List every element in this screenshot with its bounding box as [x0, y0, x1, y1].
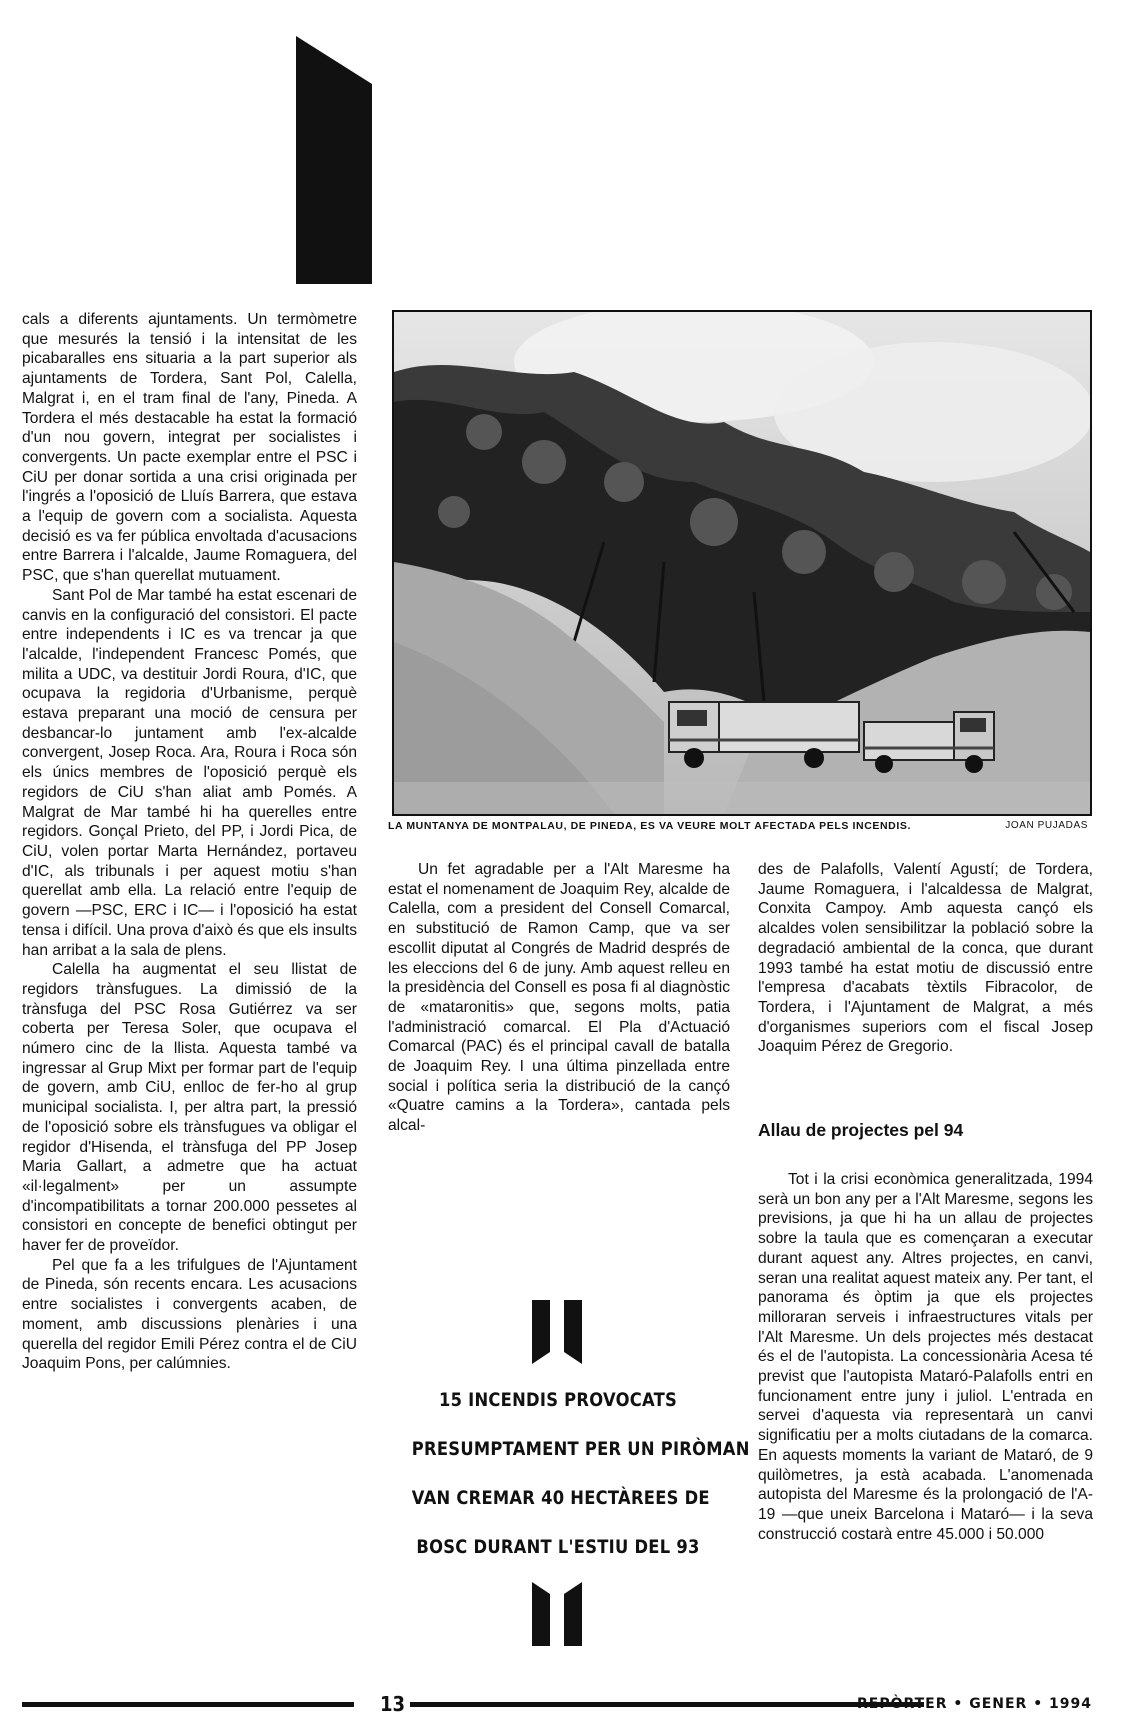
- body-paragraph: cals a diferents ajuntaments. Un termòmetre que mesurés la tensió i la intensitat de les picabaralles ens situaria a la part superior als ajuntaments de Tordera, Sant Pol, Calella, Malgrat i, en el tram final de l'any, Pineda. A Tordera el més destacable ha estat la formació d'un nou govern, integrat per socialistes i convergents. Un pacte exemplar entre el PSC i CiU per donar sortida a una crisi originada per l'ingrés a l'oposició de Lluís Barrera, que estava a l'equip de govern com a socialista. Aquesta decisió es va fer pública envoltada d'acusacions entre Barrera i l'alcalde, Jaume Romaguera, del PSC, que s'han querellat mutuament.: [22, 311, 357, 585]
- body-paragraph: Calella ha augmentat el seu llistat de regidors trànsfugues. La dimissió de la trànsfuga del PSC Rosa Gutiérrez va ser coberta per Teresa Soler, que ocupava el número cinc de la llista. Aquesta també va ingressar al Grup Mixt per formar part de l'equip de govern, amb CiU, enlloc de fer-ho al grup municipal socialista. I, per altra part, la pressió de l'oposició sobre els trànsfugues va obligar el regidor d'Hisenda, el trànsfuga del PP Josep Maria Gallart, a admetre que ha actuat «il·legalment» per un assumpte d'incompatibilitats a tornar 200.000 pessetes al consistori en concepte de benefici obtingut per haver fer de proveïdor.: [22, 961, 357, 1255]
- magazine-issue: REPÒRTER • GENER • 1994: [856, 1696, 1092, 1712]
- section-subheading: Allau de projectes pel 94: [758, 1120, 964, 1140]
- open-quote-icon: [528, 1300, 588, 1364]
- section-logo-block: [296, 36, 372, 284]
- page-number: 13: [380, 1692, 406, 1716]
- forest-fire-photo: [392, 310, 1092, 816]
- article-column-3-continued: [758, 1170, 1093, 1544]
- pull-quote-line: 15 INCENDIS PROVOCATS: [438, 1389, 678, 1411]
- close-quote-icon: [528, 1582, 588, 1646]
- pull-quote-line: VAN CREMAR 40 HECTÀREES DE: [411, 1487, 710, 1509]
- body-paragraph: Tot i la crisi econòmica generalitzada, 1994 serà un bon any per a l'Alt Maresme, segons les previsions, ja que hi ha un allau de projectes sobre la taula que es començaran a executar durant aquest any. Altres projectes, en canvi, seran una realitat aquest mateix any. Per tant, el panorama és òptim ja que els projectes milloraran serveis i infraestructures vitals per l'Alt Maresme. Un dels projectes més destacat és el de l'autopista. La concessionària Acesa té previst que l'autopista Mataró-Palafolls entri en funcionament entre juny i juliol. L'entrada en servei d'aquesta via representarà un canvi significatiu per a molts ciutadans de la comarca. En aquests moments la variant de Mataró, de 9 quilòmetres, ja està acabada. L'anomenada autopista del Maresme és la prolongació de l'A-19 —que uneix Barcelona i Mataró— i la seva construcció costarà entre 45.000 i 50.000: [758, 1171, 1093, 1543]
- caption-text: LA MUNTANYA DE MONTPALAU, DE PINEDA, ES VA VEURE MOLT AFECTADA PELS INCENDIS.: [388, 820, 911, 832]
- body-paragraph: des de Palafolls, Valentí Agustí; de Tordera, Jaume Romaguera, i l'alcaldessa de Malgrat, Conxita Campoy. Amb aquesta cançó els alcaldes volen sensibilitzar la població sobre la degradació ambiental de la conca, que durant 1993 també ha estat motiu de discussió entre l'empresa d'acabats tèxtils Fibracolor, de Tordera, i l'Ajuntament de Malgrat, a més d'organismes superiors com el fiscal Josep Joaquim Pérez de Gregorio.: [758, 861, 1093, 1056]
- photo-credit: JOAN PUJADAS: [1005, 820, 1088, 831]
- photo-caption: [388, 818, 1088, 840]
- pull-quote: [388, 1300, 750, 1646]
- pull-quote-line: PRESUMPTAMENT PER UN PIRÒMAN: [411, 1438, 750, 1460]
- footer-rule-left: [22, 1702, 354, 1707]
- article-column-2: [388, 860, 730, 1136]
- article-column-1: [22, 310, 357, 1374]
- pull-quote-line: BOSC DURANT L'ESTIU DEL 93: [416, 1536, 700, 1558]
- footer-rule-right: [410, 1702, 924, 1707]
- body-paragraph: Un fet agradable per a l'Alt Maresme ha estat el nomenament de Joaquim Rey, alcalde de Calella, com a president del Consell Comarcal, en substitució de Ramon Camp, que va ser escollit diputat al Congrés de Madrid després de les eleccions del 6 de juny. Amb aquest relleu en la presidència del Consell es posa fi al diagnòstic de «mataronitis» que, segons molts, patia l'administració comarcal. El Pla d'Actuació Comarcal (PAC) és el principal cavall de batalla de Joaquim Rey. I una última pinzellada entre social i política seria la distribució de la cançó «Quatre camins a la Tordera», cantada pels alcal-: [388, 861, 730, 1135]
- body-paragraph: Pel que fa a les trifulgues de l'Ajuntament de Pineda, són recents encara. Les acusacions entre socialistes i convergents acaben, de moment, amb discussions plenàries i una querella del regidor Emili Pérez contra el de CiU Joaquim Pons, per calúmnies.: [22, 1256, 357, 1373]
- page-footer: [22, 1694, 1092, 1716]
- article-column-3: [758, 860, 1093, 1057]
- body-paragraph: Sant Pol de Mar també ha estat escenari de canvis en la configuració del consistori. El pacte entre independents i IC es va trencar ja que l'alcalde, l'independent Francesc Pomés, que milita a UDC, va destituir Jordi Roura, d'IC, que ocupava la regidoria d'Urbanisme, perquè estava preparant una moció de censura per desbancar-lo juntament amb l'ex-alcalde convergent, Josep Roca. Ara, Roura i Roca són els únics membres de l'oposició perquè els regidors de CiU s'han aliat amb Pomés. A Malgrat de Mar també hi ha querelles entre regidors. Gonçal Prieto, del PP, i Jordi Pica, de CiU, volen portar Marta Hernández, portaveu d'IC, als tribunals i per aquest motiu s'han querellat amb ella. La relació entre l'equip de govern —PSC, ERC i IC— i l'oposició ha estat tensa i difícil. Una prova d'això és que els insults han arribat a la sala de plens.: [22, 586, 357, 959]
